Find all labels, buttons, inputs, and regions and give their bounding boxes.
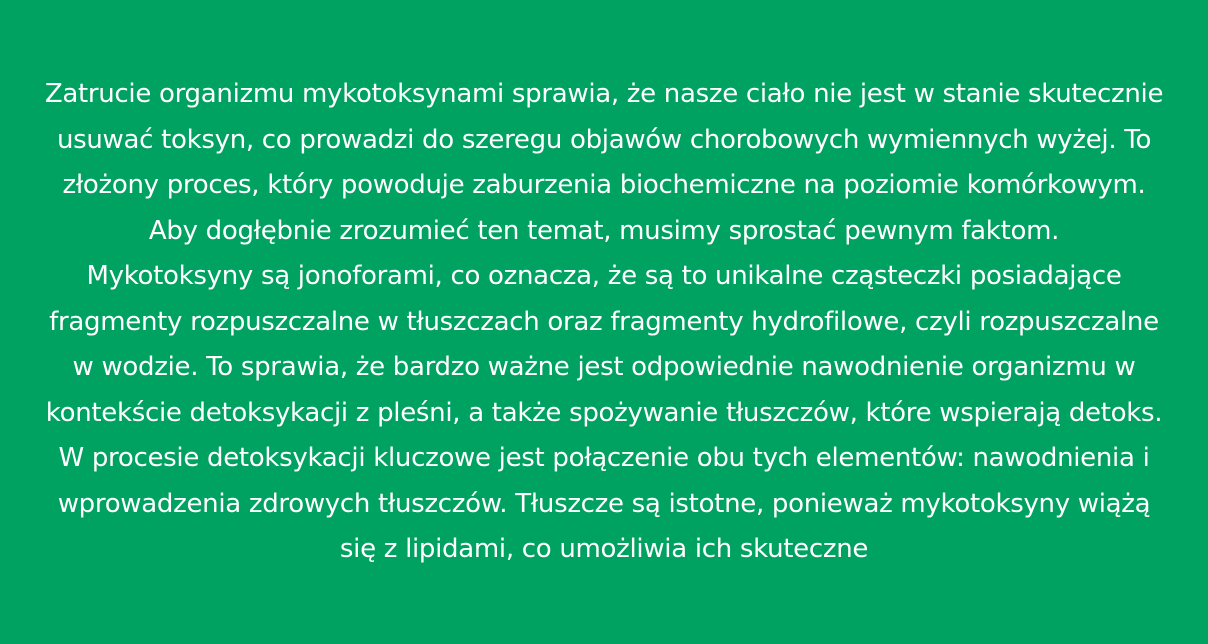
paragraph-3: W procesie detoksykacji kluczowe jest połączenie obu tych elementów: nawodnienia i wprowadzenia zdrowych tłuszczów. Tłuszcze są istotne, ponieważ mykotoksyny wiążą się z lipidami, co umożliwia ich skuteczne: [57, 443, 1151, 564]
paragraph-2: Mykotoksyny są jonoforami, co oznacza, że są to unikalne cząsteczki posiadające fragmenty rozpuszczalne w tłuszczach oraz fragmenty hydrofilowe, czyli rozpuszczalne w wodzie. To sprawia, że bardzo ważne jest odpowiednie nawodnienie organizmu w kontekście detoksykacji z pleśni, a także spożywanie tłuszczów, które wspierają detoks.: [45, 261, 1163, 428]
paragraph-1: Zatrucie organizmu mykotoksynami sprawia, że nasze ciało nie jest w stanie skutecznie usuwać toksyn, co prowadzi do szeregu objawów chorobowych wymiennych wyżej. To złożony proces, który powoduje zaburzenia biochemiczne na poziomie komórkowym. Aby dogłębnie zrozumieć ten temat, musimy sprostać pewnym faktom.: [44, 79, 1164, 246]
article-body: [0, 72, 1208, 573]
